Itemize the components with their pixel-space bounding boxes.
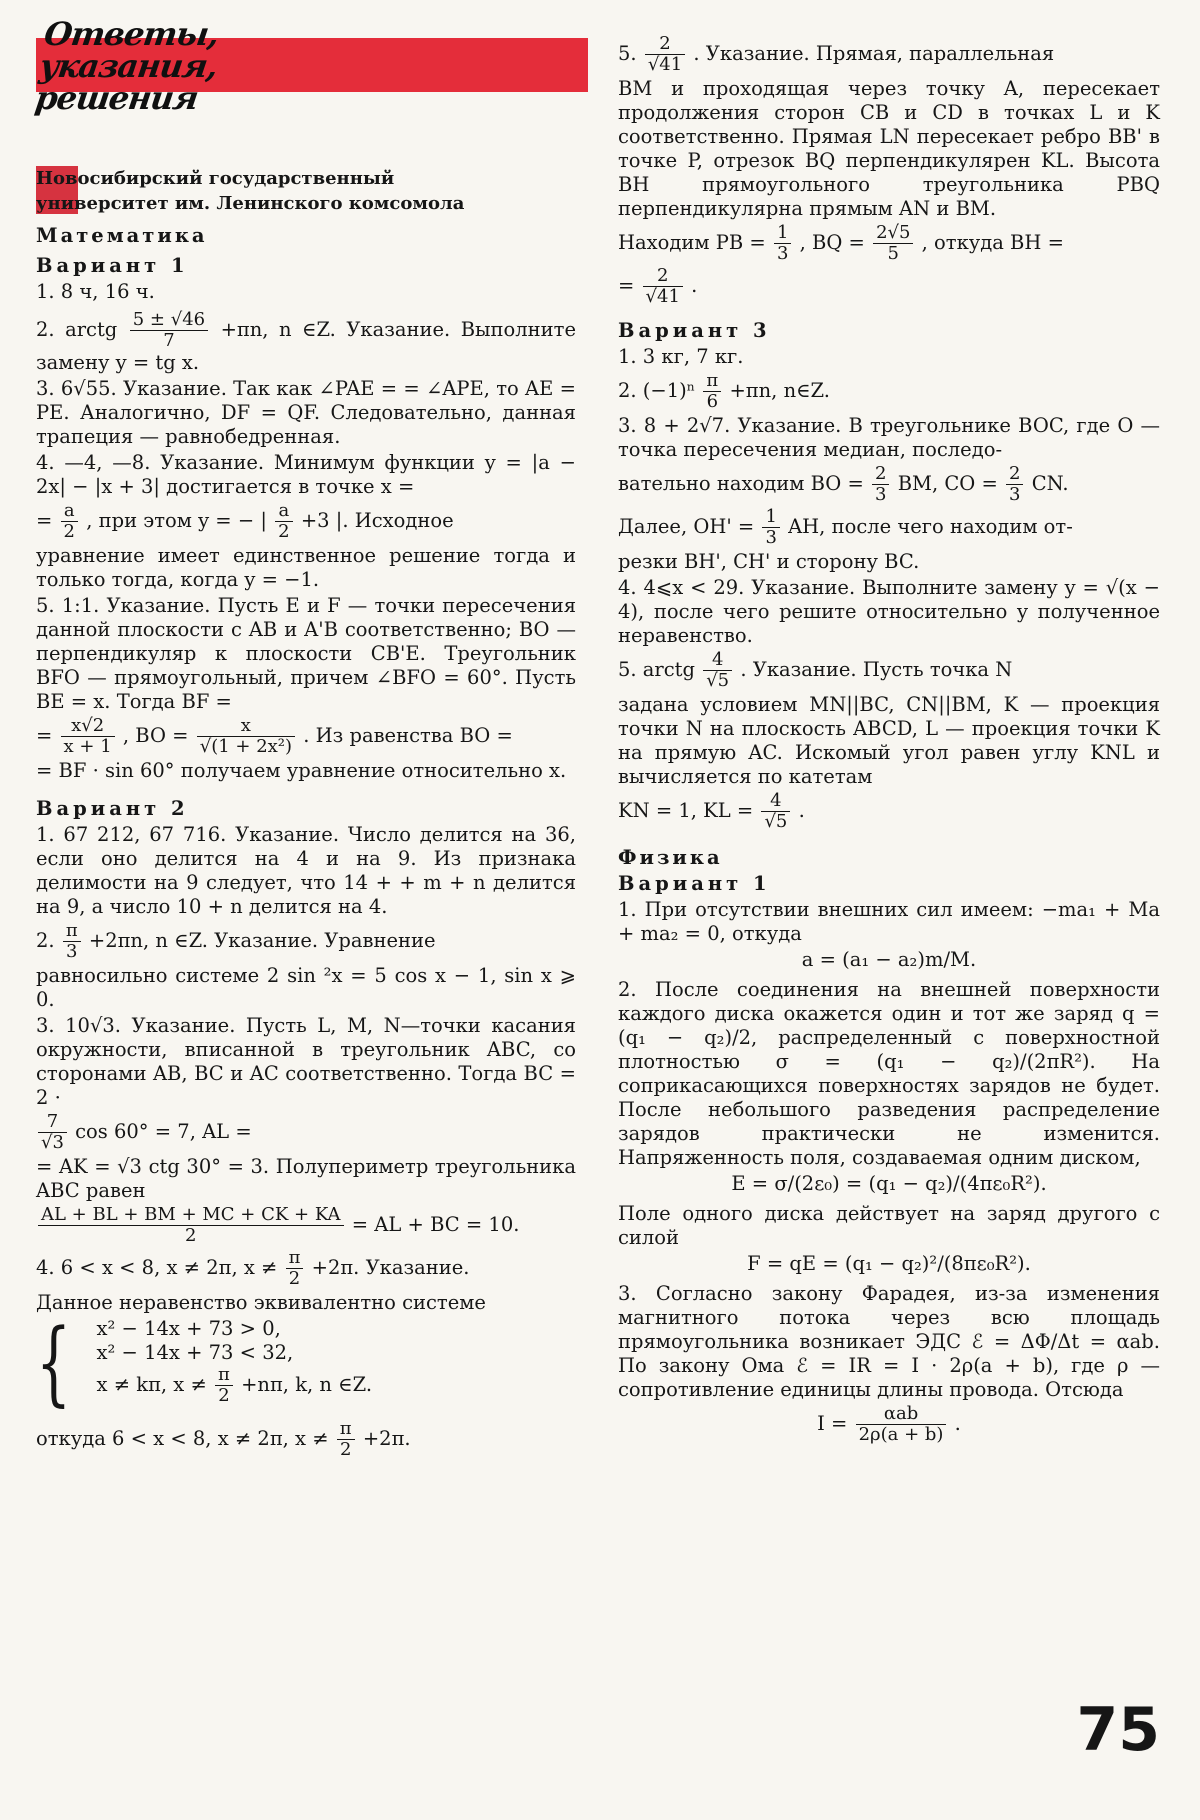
variant-title: Вариант 3 <box>618 319 771 342</box>
answer: 3. 6√55. Указание. Так как ∠PAE = = ∠APE, то AE = PE. Аналогично, DF = QF. Следовательно, данная трапеция — равнобедренная. <box>36 377 576 448</box>
page-number: 75 <box>1076 1695 1160 1765</box>
variant-title: Вариант 1 <box>618 872 771 895</box>
answer: 2. (−1)ⁿ $\frac{\pi}{6}$ +πn, n∈Z. <box>618 370 830 412</box>
answer: = BF · sin 60° получаем уравнение относительно x. <box>36 759 567 782</box>
answer: 1. При отсутствии внешних сил имеем: −ma₁ + Ma + ma₂ = 0, откуда <box>618 898 1160 945</box>
answer: 2. После соединения на внешней поверхности каждого диска окажется один и тот же заряд q = (q₁ − q₂)/2, распределенный с поверхностной плотностью σ = (q₁ − q₂)/(2πR²). На соприкасающихся поверхностях зарядов не будет. После небольшого разведения распределение зарядов практически не изменится. Напряженность поля, создаваемая одним диском, <box>618 978 1160 1169</box>
answer: 2. $\frac{\pi}{3}$ +2πn, n ∈Z. Указание. Уравнение <box>36 920 436 962</box>
answer: 4. —4, —8. Указание. Минимум функции y = |a − 2x| − |x + 3| достигается в точке x = <box>36 451 576 498</box>
answer: 3. 10√3. Указание. Пусть L, M, N—точки касания окружности, вписанной в треугольник ABC, со сторонами AB, BC и AC соответственно. Тогда BC = 2 · <box>36 1014 576 1109</box>
answer: резки BH', CH' и сторону BC. <box>618 550 920 573</box>
fraction: $\frac{5 \pm √46}{7}$ <box>130 310 208 351</box>
formula: a = (a₁ − a₂)m/M. <box>801 948 977 971</box>
banner-line: Ответы, <box>41 15 221 53</box>
university-heading <box>36 166 576 216</box>
right-column <box>618 34 1160 1447</box>
answer: Данное неравенство эквивалентно системе <box>36 1291 486 1314</box>
answer: $\frac{7}{√3}$ cos 60° = 7, AL = <box>36 1112 576 1153</box>
answer: 1. 3 кг, 7 кг. <box>618 345 744 368</box>
answer: 5. arctg $\frac{4}{√5}$ . Указание. Пусть точка N <box>618 649 1013 691</box>
answer: 4. 4⩽x < 29. Указание. Выполните замену y = √(x − 4), после чего решите относительно y полученное неравенство. <box>618 576 1160 647</box>
answer: $\frac{AL + BL + BM + MC + CK + KA}{2}$ = AL + BC = 10. <box>36 1205 576 1246</box>
variant-title: Вариант 2 <box>36 797 189 820</box>
formula: I = $\frac{\text{αab}}{2\rho(a + b)}$ . <box>817 1403 961 1445</box>
answer: BM и проходящая через точку A, пересекает продолжения сторон CB и CD в точках L и K соответственно. Прямая LN пересекает ребро BB' в точке P, отрезок BQ перпендикулярен KL. Высота BH прямоугольного треугольника PBQ перпендикулярна прямым AN и BM. <box>618 77 1160 220</box>
answer: уравнение имеет единственное решение тогда и только тогда, когда y = −1. <box>36 544 576 591</box>
banner-line: указания, <box>37 47 220 85</box>
answer: 1. 8 ч, 16 ч. <box>36 280 155 303</box>
answer: вательно находим BO = $\frac{2}{3}$ BM, CO = $\frac{2}{3}$ CN. <box>618 463 1069 505</box>
brace-icon: { <box>36 1309 72 1416</box>
answer: Находим PB = $\frac{1}{3}$ , BQ = $\frac{2√5}{5}$ , откуда BH = <box>618 222 1064 264</box>
formula: E = σ/(2ε₀) = (q₁ − q₂)/(4πε₀R²). <box>731 1172 1047 1195</box>
answer: Поле одного диска действует на заряд другого с силой <box>618 1202 1160 1249</box>
answer: задана условием MN||BC, CN||BM, K — проекция точки N на плоскость ABCD, L — проекция точки K на прямую AC. Искомый угол равен углу KNL и вычисляется по катетам <box>618 693 1160 788</box>
answer: откуда 6 < x < 8, x ≠ 2π, x ≠ $\frac{\pi}{2}$ +2π. <box>36 1418 411 1460</box>
variant-title: Вариант 1 <box>36 254 189 277</box>
answer: KN = 1, KL = $\frac{4}{√5}$ . <box>618 790 805 832</box>
equation-system: { x² − 14x + 73 > 0, x² − 14x + 73 < 32, x ≠ kπ, x ≠ $\frac{\pi}{2}$ +nπ, k, n ∈Z. <box>36 1309 373 1416</box>
university-line: университет им. Ленинского комсомола <box>36 193 465 214</box>
university-line: Новосибирский государственный <box>36 168 395 189</box>
answer: Далее, OH' = $\frac{1}{3}$ AH, после чего находим от- <box>618 506 1073 548</box>
section-title-math: Математика <box>36 224 208 247</box>
answer: 1. 67 212, 67 716. Указание. Число делится на 36, если оно делится на 4 и на 9. Из признака делимости на 9 следует, что 14 + + m + n делится на 9, а число 10 + n делится на 4. <box>36 823 576 918</box>
answer: 5. 1:1. Указание. Пусть E и F — точки пересечения данной плоскости с AB и A'B соответственно; BO — перпендикуляр к плоскости CB'E. Треугольник BFO — прямоугольный, причем ∠BFO = 60°. Пусть BE = x. Тогда BF = <box>36 594 576 713</box>
answer: 5. $\frac{2}{√41}$ . Указание. Прямая, параллельная <box>618 33 1055 75</box>
answer: 2. arctg $\frac{5 \pm √46}{7}$ +πn, n ∈Z. Указание. Выполните замену y = tg x. <box>36 309 576 374</box>
answer: равносильно системе 2 sin ²x = 5 cos x − 1, sin x ⩾ 0. <box>36 964 576 1011</box>
left-column <box>36 224 576 1462</box>
answer: 4. 6 < x < 8, x ≠ 2π, x ≠ $\frac{\pi}{2}$ +2π. Указание. <box>36 1247 470 1289</box>
formula: F = qE = (q₁ − q₂)²/(8πε₀R²). <box>747 1252 1031 1275</box>
banner-line: решения <box>32 79 201 117</box>
answer: = AK = √3 ctg 30° = 3. Полупериметр треугольника ABC равен <box>36 1155 576 1202</box>
answer: = $\frac{x√2}{x + 1}$ , BO = $\frac{x}{\text{√(1 + 2x²)}}$ . Из равенства BO = <box>36 715 513 757</box>
answer: 3. 8 + 2√7. Указание. В треугольнике BOC, где O — точка пересечения медиан, последо- <box>618 414 1160 461</box>
answer: 3. Согласно закону Фарадея, из-за изменения магнитного потока через всю площадь прямоугольника возникает ЭДС ℰ = ΔΦ/Δt = αab. По закону Ома ℰ = IR = I · 2ρ(a + b), где ρ — сопротивление единицы длины провода. Отсюда <box>618 1282 1160 1401</box>
answer: = $\frac{2}{√41}$ . <box>618 265 698 307</box>
banner-title <box>32 15 296 117</box>
answer: = $\frac{a}{2}$ , при этом y = − | $\frac{a}{2}$ +3 |. Исходное <box>36 500 454 542</box>
section-title-physics: Физика <box>618 846 723 869</box>
